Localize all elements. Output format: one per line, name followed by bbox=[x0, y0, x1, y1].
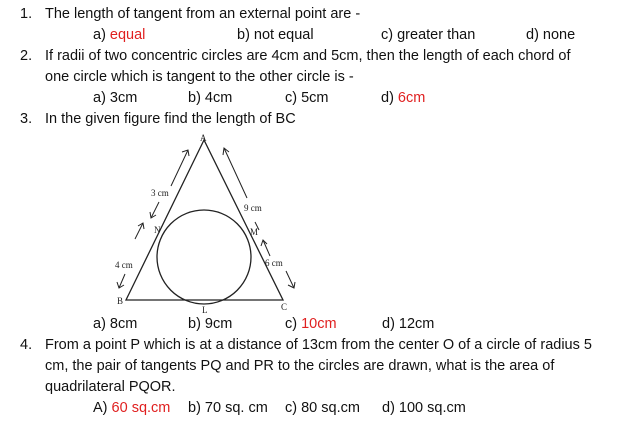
q4-option-a bbox=[93, 400, 170, 416]
q4-question-line3: quadrilateral PQOR. bbox=[45, 379, 176, 395]
q4-option-d: d) 100 sq.cm bbox=[382, 400, 466, 416]
q4-option-b: b) 70 sq. cm bbox=[188, 400, 268, 416]
q2-option-d-prefix: d) bbox=[381, 90, 398, 106]
q2-question-line2: one circle which is tangent to the other circle is - bbox=[45, 69, 354, 85]
triangle-abc bbox=[126, 140, 283, 300]
q4-option-a-prefix: A) bbox=[93, 400, 112, 416]
q4-option-c: c) 80 sq.cm bbox=[285, 400, 360, 416]
q3-question: In the given figure find the length of BC bbox=[45, 111, 296, 127]
label-6cm: 6 cm bbox=[265, 258, 283, 268]
q1-option-c: c) greater than bbox=[381, 27, 476, 43]
q4-number: 4. bbox=[20, 337, 33, 353]
q1-option-b: b) not equal bbox=[237, 27, 314, 43]
q1-option-a-answer: equal bbox=[109, 27, 146, 43]
q1-option-a-prefix: a) bbox=[93, 27, 110, 43]
q2-option-d bbox=[381, 90, 425, 106]
q3-option-c-answer: 10cm bbox=[301, 316, 337, 332]
q4-option-a-answer: 60 sq.cm bbox=[111, 400, 171, 416]
q3-figure bbox=[110, 132, 310, 314]
q1-question: The length of tangent from an external point are - bbox=[45, 6, 361, 22]
q2-option-c: c) 5cm bbox=[285, 90, 329, 106]
q3-option-a: a) 8cm bbox=[93, 316, 138, 332]
q1-option-d: d) none bbox=[526, 27, 576, 43]
label-b: B bbox=[117, 296, 124, 306]
q3-option-c-prefix: c) bbox=[285, 316, 302, 332]
label-n: N bbox=[154, 225, 161, 235]
q2-option-b: b) 4cm bbox=[188, 90, 233, 106]
label-m: M bbox=[250, 227, 259, 237]
label-9cm: 9 cm bbox=[244, 203, 262, 213]
label-c: C bbox=[281, 302, 288, 312]
q2-option-d-answer: 6cm bbox=[397, 90, 426, 106]
q4-question-line1: From a point P which is at a distance of 13cm from the center O of a circle of radius 5 bbox=[45, 337, 592, 353]
q2-question-line1: If radii of two concentric circles are 4cm and 5cm, then the length of each chord of bbox=[45, 48, 571, 64]
label-4cm: 4 cm bbox=[115, 260, 133, 270]
q2-option-a: a) 3cm bbox=[93, 90, 138, 106]
label-3cm: 3 cm bbox=[151, 188, 169, 198]
q3-number: 3. bbox=[20, 111, 33, 127]
q1-number: 1. bbox=[20, 6, 33, 22]
q1-option-a bbox=[93, 27, 145, 43]
label-l: L bbox=[202, 305, 208, 314]
q4-question-line2: cm, the pair of tangents PQ and PR to the circles are drawn, what is the area of bbox=[45, 358, 555, 374]
q3-option-d: d) 12cm bbox=[382, 316, 435, 332]
q2-number: 2. bbox=[20, 48, 33, 64]
q3-option-b: b) 9cm bbox=[188, 316, 233, 332]
incircle bbox=[157, 210, 251, 304]
q3-option-c bbox=[285, 316, 337, 332]
label-a: A bbox=[200, 133, 207, 143]
